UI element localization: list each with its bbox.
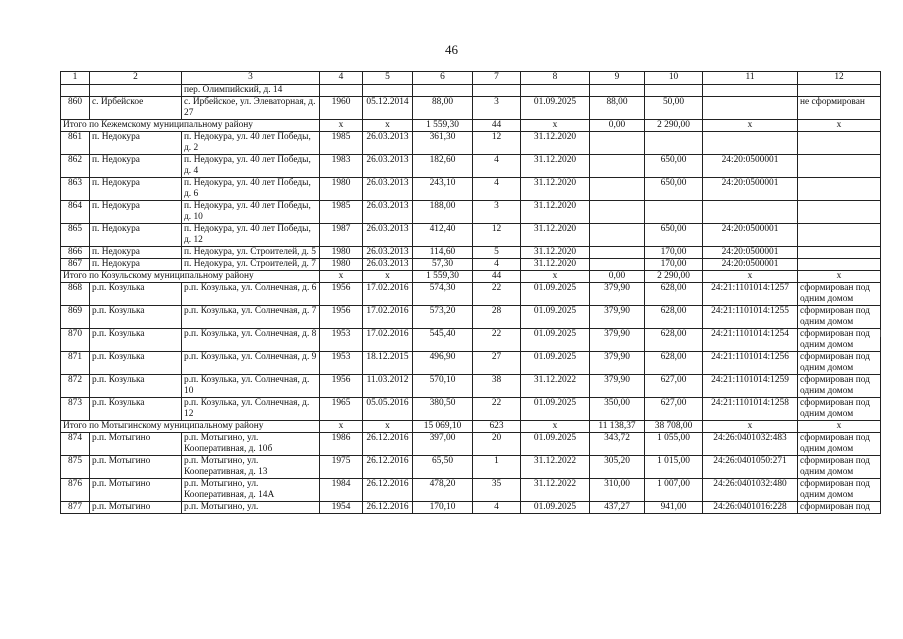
- table-cell: пер. Олимпийский, д. 14: [182, 85, 320, 97]
- table-cell: 860: [61, 97, 90, 120]
- table-cell: 310,00: [590, 479, 645, 502]
- table-cell: 4: [473, 259, 521, 271]
- table-cell: 18.12.2015: [363, 352, 413, 375]
- table-cell: 1954: [320, 502, 363, 514]
- table-cell: 1984: [320, 479, 363, 502]
- table-cell: 24:26:0401016:228: [703, 502, 798, 514]
- table-row: [61, 201, 881, 224]
- table-cell: 861: [61, 132, 90, 155]
- table-cell: [798, 201, 881, 224]
- table-cell: 3: [473, 97, 521, 120]
- table-cell: п. Недокура: [90, 132, 182, 155]
- table-cell: 868: [61, 283, 90, 306]
- table-cell: 22: [473, 398, 521, 421]
- table-cell: 170,10: [413, 502, 473, 514]
- table-cell: 114,60: [413, 247, 473, 259]
- summary-cell: x: [798, 271, 881, 283]
- table-cell: 4: [473, 502, 521, 514]
- table-cell: 1986: [320, 433, 363, 456]
- table-cell: 478,20: [413, 479, 473, 502]
- table-cell: 17.02.2016: [363, 329, 413, 352]
- table-cell: 57,30: [413, 259, 473, 271]
- column-header: 6: [413, 72, 473, 85]
- table-cell: 31.12.2020: [521, 259, 590, 271]
- table-cell: 1985: [320, 132, 363, 155]
- table-cell: р.п. Мотыгино: [90, 433, 182, 456]
- table-body: [61, 85, 881, 514]
- table-cell: п. Недокура: [90, 247, 182, 259]
- summary-cell: x: [521, 421, 590, 433]
- table-cell: [590, 155, 645, 178]
- summary-cell: x: [363, 120, 413, 132]
- table-cell: [590, 178, 645, 201]
- table-cell: 650,00: [645, 178, 703, 201]
- table-cell: 1983: [320, 155, 363, 178]
- table-cell: 88,00: [413, 97, 473, 120]
- table-cell: [798, 259, 881, 271]
- table-cell: 350,00: [590, 398, 645, 421]
- table-cell: [413, 85, 473, 97]
- table-cell: р.п. Козулька, ул. Солнечная, д. 7: [182, 306, 320, 329]
- column-header: 1: [61, 72, 90, 85]
- summary-cell: x: [363, 421, 413, 433]
- table-cell: 170,00: [645, 247, 703, 259]
- table-cell: [590, 132, 645, 155]
- table-cell: р.п. Козулька, ул. Солнечная, д. 6: [182, 283, 320, 306]
- table-cell: [645, 85, 703, 97]
- summary-cell: 44: [473, 120, 521, 132]
- table-cell: 26.12.2016: [363, 502, 413, 514]
- table-cell: 343,72: [590, 433, 645, 456]
- table-cell: р.п. Мотыгино, ул. Кооперативная, д. 10б: [182, 433, 320, 456]
- summary-cell: 1 559,30: [413, 271, 473, 283]
- table-cell: 38: [473, 375, 521, 398]
- table-cell: 627,00: [645, 398, 703, 421]
- table-cell: р.п. Мотыгино, ул. Кооперативная, д. 14А: [182, 479, 320, 502]
- table-cell: п. Недокура: [90, 155, 182, 178]
- table-cell: р.п. Козулька: [90, 283, 182, 306]
- column-header: 2: [90, 72, 182, 85]
- table-cell: 4: [473, 155, 521, 178]
- table-cell: п. Недокура: [90, 259, 182, 271]
- table-cell: 379,90: [590, 306, 645, 329]
- table-cell: 01.09.2025: [521, 398, 590, 421]
- summary-cell: x: [363, 271, 413, 283]
- table-cell: 24:26:0401032:483: [703, 433, 798, 456]
- table-cell: с. Ирбейское, ул. Элеваторная, д. 27: [182, 97, 320, 120]
- table-cell: сформирован под одним домом: [798, 433, 881, 456]
- table-cell: 379,90: [590, 329, 645, 352]
- summary-cell: x: [798, 120, 881, 132]
- summary-cell: 623: [473, 421, 521, 433]
- table-cell: 545,40: [413, 329, 473, 352]
- table-cell: 877: [61, 502, 90, 514]
- table-row: [61, 433, 881, 456]
- table-cell: 24:21:1101014:1256: [703, 352, 798, 375]
- summary-row: [61, 271, 881, 283]
- table-cell: [798, 224, 881, 247]
- table-cell: [590, 201, 645, 224]
- table-cell: 12: [473, 132, 521, 155]
- column-number-row: [61, 72, 881, 85]
- table-cell: 361,30: [413, 132, 473, 155]
- summary-cell: x: [703, 120, 798, 132]
- table-cell: 01.09.2025: [521, 306, 590, 329]
- table-cell: 870: [61, 329, 90, 352]
- summary-cell: x: [521, 120, 590, 132]
- table-cell: 1975: [320, 456, 363, 479]
- table-cell: р.п. Мотыгино, ул.: [182, 502, 320, 514]
- table-cell: р.п. Козулька: [90, 398, 182, 421]
- table-cell: 1956: [320, 306, 363, 329]
- table-cell: 12: [473, 224, 521, 247]
- table-cell: 3: [473, 201, 521, 224]
- table-cell: п. Недокура, ул. 40 лет Победы, д. 12: [182, 224, 320, 247]
- summary-cell: x: [703, 271, 798, 283]
- table-cell: р.п. Козулька, ул. Солнечная, д. 12: [182, 398, 320, 421]
- table-cell: [703, 132, 798, 155]
- table-cell: 1987: [320, 224, 363, 247]
- table-cell: [703, 97, 798, 120]
- table-cell: 24:21:1101014:1254: [703, 329, 798, 352]
- summary-label: Итого по Мотыгинскому муниципальному району: [61, 421, 320, 433]
- table-cell: 864: [61, 201, 90, 224]
- summary-cell: x: [320, 271, 363, 283]
- column-header: 12: [798, 72, 881, 85]
- table-cell: 570,10: [413, 375, 473, 398]
- table-row: [61, 306, 881, 329]
- table-cell: п. Недокура: [90, 224, 182, 247]
- table-cell: 873: [61, 398, 90, 421]
- table-cell: 01.09.2025: [521, 502, 590, 514]
- table-cell: 88,00: [590, 97, 645, 120]
- table-cell: 31.12.2020: [521, 155, 590, 178]
- table-cell: 628,00: [645, 329, 703, 352]
- table-cell: [645, 201, 703, 224]
- table-cell: 1985: [320, 201, 363, 224]
- table-cell: 305,20: [590, 456, 645, 479]
- table-cell: [521, 85, 590, 97]
- table-cell: [798, 155, 881, 178]
- table-cell: [590, 259, 645, 271]
- column-header: 8: [521, 72, 590, 85]
- table-cell: [90, 85, 182, 97]
- table-cell: 24:26:0401032:480: [703, 479, 798, 502]
- table-cell: 863: [61, 178, 90, 201]
- table-cell: сформирован под одним домом: [798, 375, 881, 398]
- table-cell: 573,20: [413, 306, 473, 329]
- table-cell: [798, 132, 881, 155]
- table-cell: 866: [61, 247, 90, 259]
- table-cell: 17.02.2016: [363, 283, 413, 306]
- table-cell: 170,00: [645, 259, 703, 271]
- table-cell: [645, 132, 703, 155]
- column-header: 5: [363, 72, 413, 85]
- page-number: 46: [445, 42, 458, 57]
- table-row: [61, 375, 881, 398]
- column-header: 3: [182, 72, 320, 85]
- table-cell: 1 055,00: [645, 433, 703, 456]
- table-cell: р.п. Козулька, ул. Солнечная, д. 9: [182, 352, 320, 375]
- table-row: [61, 283, 881, 306]
- table-cell: п. Недокура, ул. 40 лет Победы, д. 2: [182, 132, 320, 155]
- table-cell: [590, 247, 645, 259]
- table-cell: 05.05.2016: [363, 398, 413, 421]
- table-cell: [590, 85, 645, 97]
- summary-cell: x: [320, 120, 363, 132]
- table-cell: п. Недокура, ул. 40 лет Победы, д. 4: [182, 155, 320, 178]
- table-cell: 31.12.2022: [521, 456, 590, 479]
- table-cell: 437,27: [590, 502, 645, 514]
- table-cell: 1956: [320, 283, 363, 306]
- table-cell: 412,40: [413, 224, 473, 247]
- table-cell: 243,10: [413, 178, 473, 201]
- summary-cell: x: [320, 421, 363, 433]
- table-cell: 01.09.2025: [521, 97, 590, 120]
- table-cell: 01.09.2025: [521, 329, 590, 352]
- table-row: [61, 178, 881, 201]
- table-cell: р.п. Козулька: [90, 306, 182, 329]
- summary-cell: 38 708,00: [645, 421, 703, 433]
- table-cell: 1 015,00: [645, 456, 703, 479]
- table-cell: 650,00: [645, 155, 703, 178]
- table-cell: 26.03.2013: [363, 247, 413, 259]
- table-cell: 24:21:1101014:1257: [703, 283, 798, 306]
- table-row: [61, 479, 881, 502]
- table-cell: 26.12.2016: [363, 456, 413, 479]
- table-cell: 26.03.2013: [363, 224, 413, 247]
- column-header: 10: [645, 72, 703, 85]
- table-cell: 874: [61, 433, 90, 456]
- table-cell: 397,00: [413, 433, 473, 456]
- table-cell: 01.09.2025: [521, 433, 590, 456]
- table-cell: 379,90: [590, 375, 645, 398]
- table-cell: [798, 178, 881, 201]
- table-cell: п. Недокура, ул. Строителей, д. 5: [182, 247, 320, 259]
- table-cell: 01.09.2025: [521, 283, 590, 306]
- table-cell: 574,30: [413, 283, 473, 306]
- table-cell: 31.12.2020: [521, 201, 590, 224]
- table-cell: сформирован под одним домом: [798, 398, 881, 421]
- table-cell: сформирован под одним домом: [798, 352, 881, 375]
- table-row: [61, 398, 881, 421]
- table-cell: [703, 85, 798, 97]
- table-row: [61, 502, 881, 514]
- table-cell: [703, 201, 798, 224]
- table-cell: р.п. Козулька: [90, 352, 182, 375]
- table-cell: [320, 85, 363, 97]
- table-cell: 862: [61, 155, 90, 178]
- table-cell: сформирован под одним домом: [798, 479, 881, 502]
- summary-row: [61, 421, 881, 433]
- table-cell: 26.03.2013: [363, 132, 413, 155]
- table-cell: 1953: [320, 352, 363, 375]
- summary-cell: 44: [473, 271, 521, 283]
- summary-cell: 2 290,00: [645, 271, 703, 283]
- table-row: [61, 247, 881, 259]
- summary-row: [61, 120, 881, 132]
- housing-register-table: [60, 71, 881, 514]
- summary-cell: 2 290,00: [645, 120, 703, 132]
- table-cell: 31.12.2020: [521, 132, 590, 155]
- table-cell: 50,00: [645, 97, 703, 120]
- table-cell: 628,00: [645, 283, 703, 306]
- table-cell: 26.03.2013: [363, 155, 413, 178]
- table-cell: [363, 85, 413, 97]
- table-cell: 941,00: [645, 502, 703, 514]
- table-cell: р.п. Мотыгино: [90, 502, 182, 514]
- table-cell: 867: [61, 259, 90, 271]
- summary-label: Итого по Козульскому муниципальному району: [61, 271, 320, 283]
- table-cell: 26.12.2016: [363, 479, 413, 502]
- table-cell: 24:20:0500001: [703, 224, 798, 247]
- table-row: [61, 132, 881, 155]
- table-cell: [798, 85, 881, 97]
- table-cell: 27: [473, 352, 521, 375]
- table-cell: р.п. Козулька, ул. Солнечная, д. 10: [182, 375, 320, 398]
- table-row: [61, 456, 881, 479]
- table-row: [61, 224, 881, 247]
- table-cell: 05.12.2014: [363, 97, 413, 120]
- table-cell: [590, 224, 645, 247]
- table-row: [61, 352, 881, 375]
- column-header: 9: [590, 72, 645, 85]
- column-header: 7: [473, 72, 521, 85]
- summary-cell: 0,00: [590, 120, 645, 132]
- table-cell: 22: [473, 329, 521, 352]
- table-cell: 35: [473, 479, 521, 502]
- table-cell: сформирован под одним домом: [798, 456, 881, 479]
- table-row: [61, 329, 881, 352]
- table-cell: сформирован под одним домом: [798, 283, 881, 306]
- table-cell: 1980: [320, 178, 363, 201]
- table-cell: 872: [61, 375, 90, 398]
- table-cell: 628,00: [645, 306, 703, 329]
- table-row: [61, 155, 881, 178]
- summary-label: Итого по Кежемскому муниципальному району: [61, 120, 320, 132]
- table-cell: 01.09.2025: [521, 352, 590, 375]
- table-cell: [473, 85, 521, 97]
- table-cell: 26.03.2013: [363, 178, 413, 201]
- table-cell: п. Недокура, ул. Строителей, д. 7: [182, 259, 320, 271]
- summary-cell: 15 069,10: [413, 421, 473, 433]
- table-cell: р.п. Козулька, ул. Солнечная, д. 8: [182, 329, 320, 352]
- column-header: 4: [320, 72, 363, 85]
- table-cell: 188,00: [413, 201, 473, 224]
- table-cell: 17.02.2016: [363, 306, 413, 329]
- table-cell: р.п. Мотыгино: [90, 456, 182, 479]
- table-cell: п. Недокура: [90, 201, 182, 224]
- table-cell: р.п. Козулька: [90, 375, 182, 398]
- table-cell: п. Недокура, ул. 40 лет Победы, д. 6: [182, 178, 320, 201]
- table-cell: 24:21:1101014:1259: [703, 375, 798, 398]
- table-cell: 871: [61, 352, 90, 375]
- table-cell: 379,90: [590, 352, 645, 375]
- table-cell: 1980: [320, 247, 363, 259]
- table-cell: р.п. Мотыгино, ул. Кооперативная, д. 13: [182, 456, 320, 479]
- table-cell: 865: [61, 224, 90, 247]
- summary-cell: x: [703, 421, 798, 433]
- table-cell: 5: [473, 247, 521, 259]
- table-row: [61, 97, 881, 120]
- table-cell: 26.03.2013: [363, 201, 413, 224]
- table-cell: 1980: [320, 259, 363, 271]
- table-cell: 22: [473, 283, 521, 306]
- table-cell: 11.03.2012: [363, 375, 413, 398]
- table-cell: 379,90: [590, 283, 645, 306]
- table-cell: 869: [61, 306, 90, 329]
- table-cell: сформирован под одним домом: [798, 329, 881, 352]
- table-cell: 1956: [320, 375, 363, 398]
- table-cell: 1 007,00: [645, 479, 703, 502]
- table-cell: п. Недокура, ул. 40 лет Победы, д. 10: [182, 201, 320, 224]
- table-cell: 1965: [320, 398, 363, 421]
- table-cell: с. Ирбейское: [90, 97, 182, 120]
- table-cell: 182,60: [413, 155, 473, 178]
- table-cell: 20: [473, 433, 521, 456]
- table-cell: 24:20:0500001: [703, 247, 798, 259]
- column-header: 11: [703, 72, 798, 85]
- table-cell: 1953: [320, 329, 363, 352]
- table-cell: 24:26:0401050:271: [703, 456, 798, 479]
- table-cell: п. Недокура: [90, 178, 182, 201]
- table-row: [61, 259, 881, 271]
- table-cell: 24:20:0500001: [703, 259, 798, 271]
- table-cell: 65,50: [413, 456, 473, 479]
- table-cell: не сформирован: [798, 97, 881, 120]
- summary-cell: 11 138,37: [590, 421, 645, 433]
- table-cell: 31.12.2020: [521, 178, 590, 201]
- table-cell: сформирован под одним домом: [798, 306, 881, 329]
- table-cell: 628,00: [645, 352, 703, 375]
- table-cell: [61, 85, 90, 97]
- table-cell: 31.12.2020: [521, 247, 590, 259]
- table-cell: 31.12.2022: [521, 375, 590, 398]
- summary-cell: 0,00: [590, 271, 645, 283]
- table-cell: 28: [473, 306, 521, 329]
- summary-cell: x: [798, 421, 881, 433]
- table-cell: 26.03.2013: [363, 259, 413, 271]
- table-cell: 24:20:0500001: [703, 178, 798, 201]
- table-cell: 26.12.2016: [363, 433, 413, 456]
- table-cell: 31.12.2022: [521, 479, 590, 502]
- table-cell: 4: [473, 178, 521, 201]
- table-cell: 1960: [320, 97, 363, 120]
- table-cell: р.п. Козулька: [90, 329, 182, 352]
- table-cell: 496,90: [413, 352, 473, 375]
- table-cell: 24:21:1101014:1255: [703, 306, 798, 329]
- margin-mark: [880, 330, 881, 337]
- table-cell: 1: [473, 456, 521, 479]
- table-cell: [798, 247, 881, 259]
- table-cell: 380,50: [413, 398, 473, 421]
- table-cell: р.п. Мотыгино: [90, 479, 182, 502]
- table-cell: 875: [61, 456, 90, 479]
- table-cell: 650,00: [645, 224, 703, 247]
- table-cell: 24:21:1101014:1258: [703, 398, 798, 421]
- table-cell: 627,00: [645, 375, 703, 398]
- table-cell: сформирован под: [798, 502, 881, 514]
- table-cell: 24:20:0500001: [703, 155, 798, 178]
- table-cell: 31.12.2020: [521, 224, 590, 247]
- summary-cell: 1 559,30: [413, 120, 473, 132]
- continuation-row: [61, 85, 881, 97]
- table-cell: 876: [61, 479, 90, 502]
- summary-cell: x: [521, 271, 590, 283]
